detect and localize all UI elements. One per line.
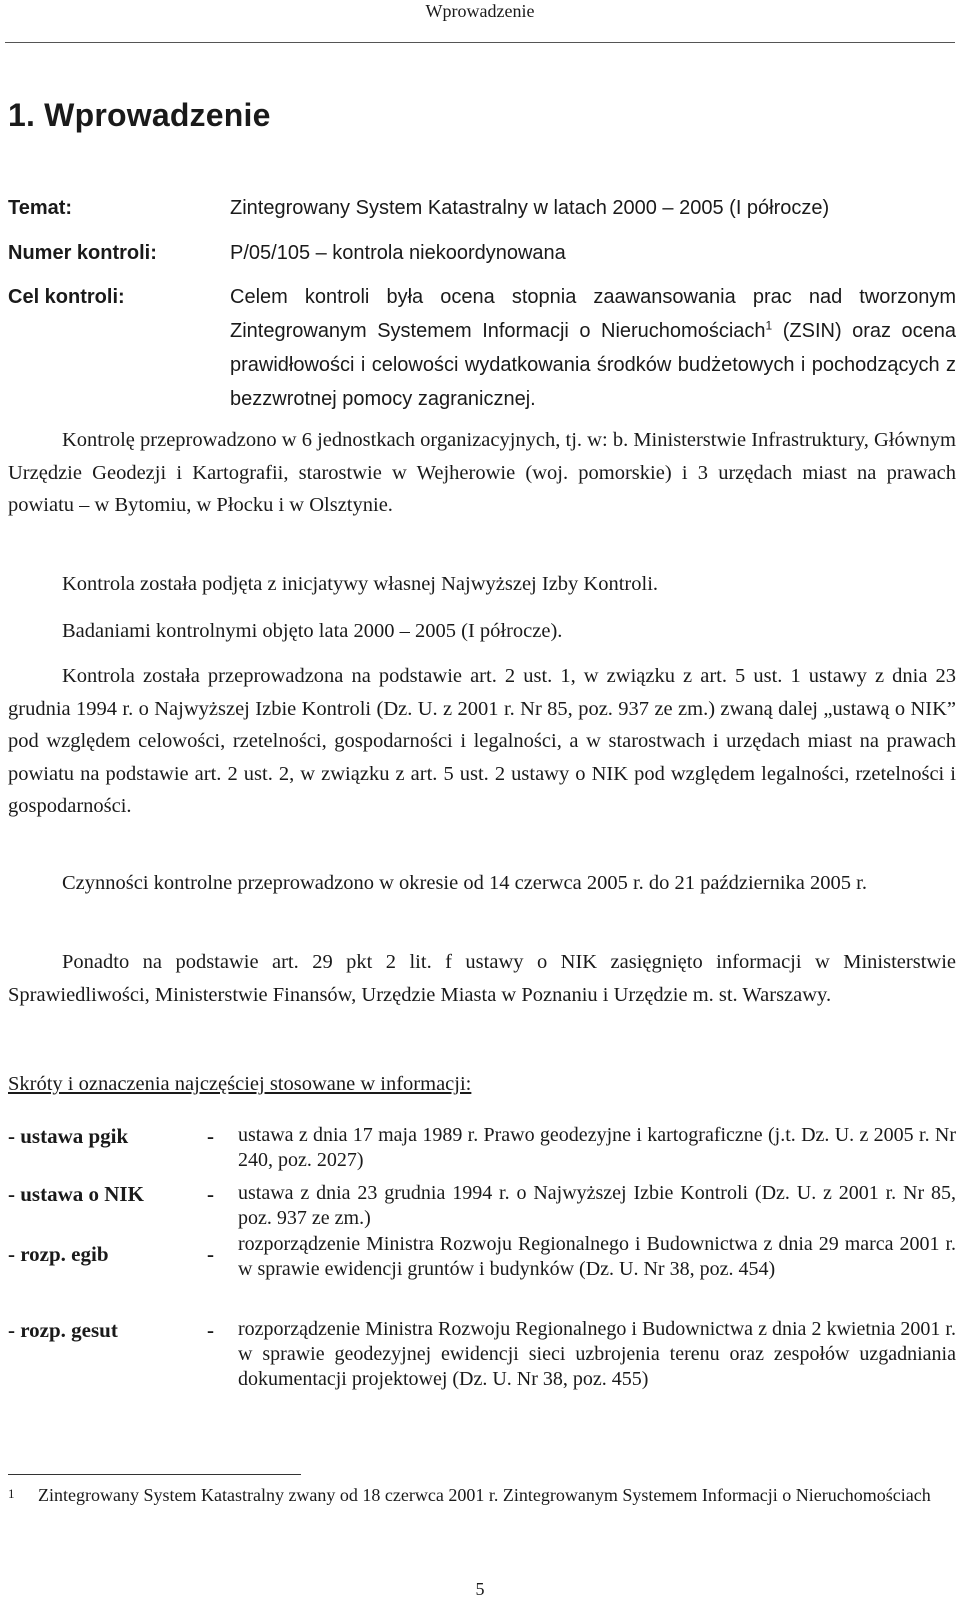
topic-value: Zintegrowany System Katastralny w latach 2000 – 2005 (I półrocze) — [230, 197, 830, 219]
abbr-term: - rozp. egib — [8, 1242, 109, 1266]
topic-label: Temat: — [8, 197, 73, 219]
page-number: 5 — [475, 1579, 485, 1599]
abbr-term: - rozp. gesut — [8, 1318, 118, 1342]
abbr-definition: rozporządzenie Ministra Rozwoju Regionalnego i Budownictwa z dnia 2 kwietnia 2001 r. w sprawie geodezyjnej ewidencji sieci uzbrojenia terenu oraz zespołów uzgadniania dokumentacji projektowej (Dz. U. Nr 38, poz. 455) — [238, 1318, 956, 1390]
goal-value — [230, 280, 956, 416]
abbr-definition: rozporządzenie Ministra Rozwoju Regionalnego i Budownictwa z dnia 29 marca 2001 r. w sprawie ewidencji gruntów i budynków (Dz. U. Nr 38, poz. 454) — [238, 1233, 956, 1280]
goal-text-2: (ZSIN) oraz ocena prawidłowości i celowości wydatkowania środków budżetowych i pochodzących z bezzwrotnej pomocy zagranicznej. — [230, 320, 957, 410]
footnote-ref[interactable]: 1 — [765, 318, 773, 333]
number-label: Numer kontroli: — [8, 242, 157, 264]
abbr-dash: - — [207, 1124, 214, 1148]
number-value: P/05/105 – kontrola niekoordynowana — [230, 242, 566, 264]
abbr-dash: - — [207, 1242, 214, 1266]
footnote — [8, 1484, 956, 1507]
abbr-definition: ustawa z dnia 17 maja 1989 r. Prawo geodezyjne i kartograficzne (j.t. Dz. U. z 2005 r. Nr 240, poz. 2027) — [238, 1124, 956, 1171]
paragraph-initiative: Kontrola została podjęta z inicjatywy własnej Najwyższej Izby Kontroli. — [62, 573, 659, 595]
header-divider — [5, 42, 955, 43]
footnote-text: Zintegrowany System Katastralny zwany od 18 czerwca 2001 r. Zintegrowanym Systemem Informacji o Nieruchomościach — [38, 1485, 931, 1505]
paragraph-period: Badaniami kontrolnymi objęto lata 2000 – 2005 (I półrocze). — [62, 620, 563, 642]
abbr-dash: - — [207, 1182, 214, 1206]
abbr-dash: - — [207, 1318, 214, 1342]
footnote-mark: 1 — [8, 1486, 15, 1501]
paragraph-additional-info: Ponadto na podstawie art. 29 pkt 2 lit. f ustawy o NIK zasięgnięto informacji w Ministerstwie Sprawiedliwości, Ministerstwie Finansów, Urzędzie Miasta w Poznaniu i Urzędzie m. st. Warszawy. — [8, 951, 956, 1006]
abbr-term: - ustawa pgik — [8, 1124, 129, 1148]
paragraph-legal-basis: Kontrola została przeprowadzona na podstawie art. 2 ust. 1, w związku z art. 5 ust. 1 ustawy z dnia 23 grudnia 1994 r. o Najwyższej Izbie Kontroli (Dz. U. z 2001 r. Nr 85, poz. 937 ze zm.) zwaną dalej „ustawą o NIK” pod względem celowości, rzetelności, gospodarności i legalności, a w starostwach i urzędach miast na prawach powiatu na podstawie art. 2 ust. 2, w związku z art. 5 ust. 2 ustawy o NIK pod względem legalności, rzetelności i gospodarności. — [8, 665, 956, 817]
goal-label: Cel kontroli: — [8, 286, 125, 308]
abbr-definition: ustawa z dnia 23 grudnia 1994 r. o Najwyższej Izbie Kontroli (Dz. U. z 2001 r. Nr 85, poz. 937 ze zm.) — [238, 1182, 956, 1229]
goal-text-1: Celem kontroli była ocena stopnia zaawansowania prac nad tworzonym Zintegrowanym Systemem Informacji o Nieruchomościach — [230, 286, 956, 342]
paragraph-units: Kontrolę przeprowadzono w 6 jednostkach organizacyjnych, tj. w: b. Ministerstwie Infrastruktury, Głównym Urzędzie Geodezji i Kartografii, starostwie w Wejherowie (woj. pomorskie) i 3 urzędach miast na prawach powiatu – w Bytomiu, w Płocku i w Olsztynie. — [8, 429, 956, 516]
abbr-term: - ustawa o NIK — [8, 1182, 144, 1206]
abbreviations-title: Skróty i oznaczenia najczęściej stosowane w informacji: — [8, 1073, 472, 1095]
footnote-divider — [8, 1474, 301, 1475]
paragraph-dates: Czynności kontrolne przeprowadzono w okresie od 14 czerwca 2005 r. do 21 października 2005 r. — [62, 872, 867, 894]
running-header: Wprowadzenie — [425, 1, 535, 21]
chapter-title: 1. Wprowadzenie — [8, 97, 271, 133]
